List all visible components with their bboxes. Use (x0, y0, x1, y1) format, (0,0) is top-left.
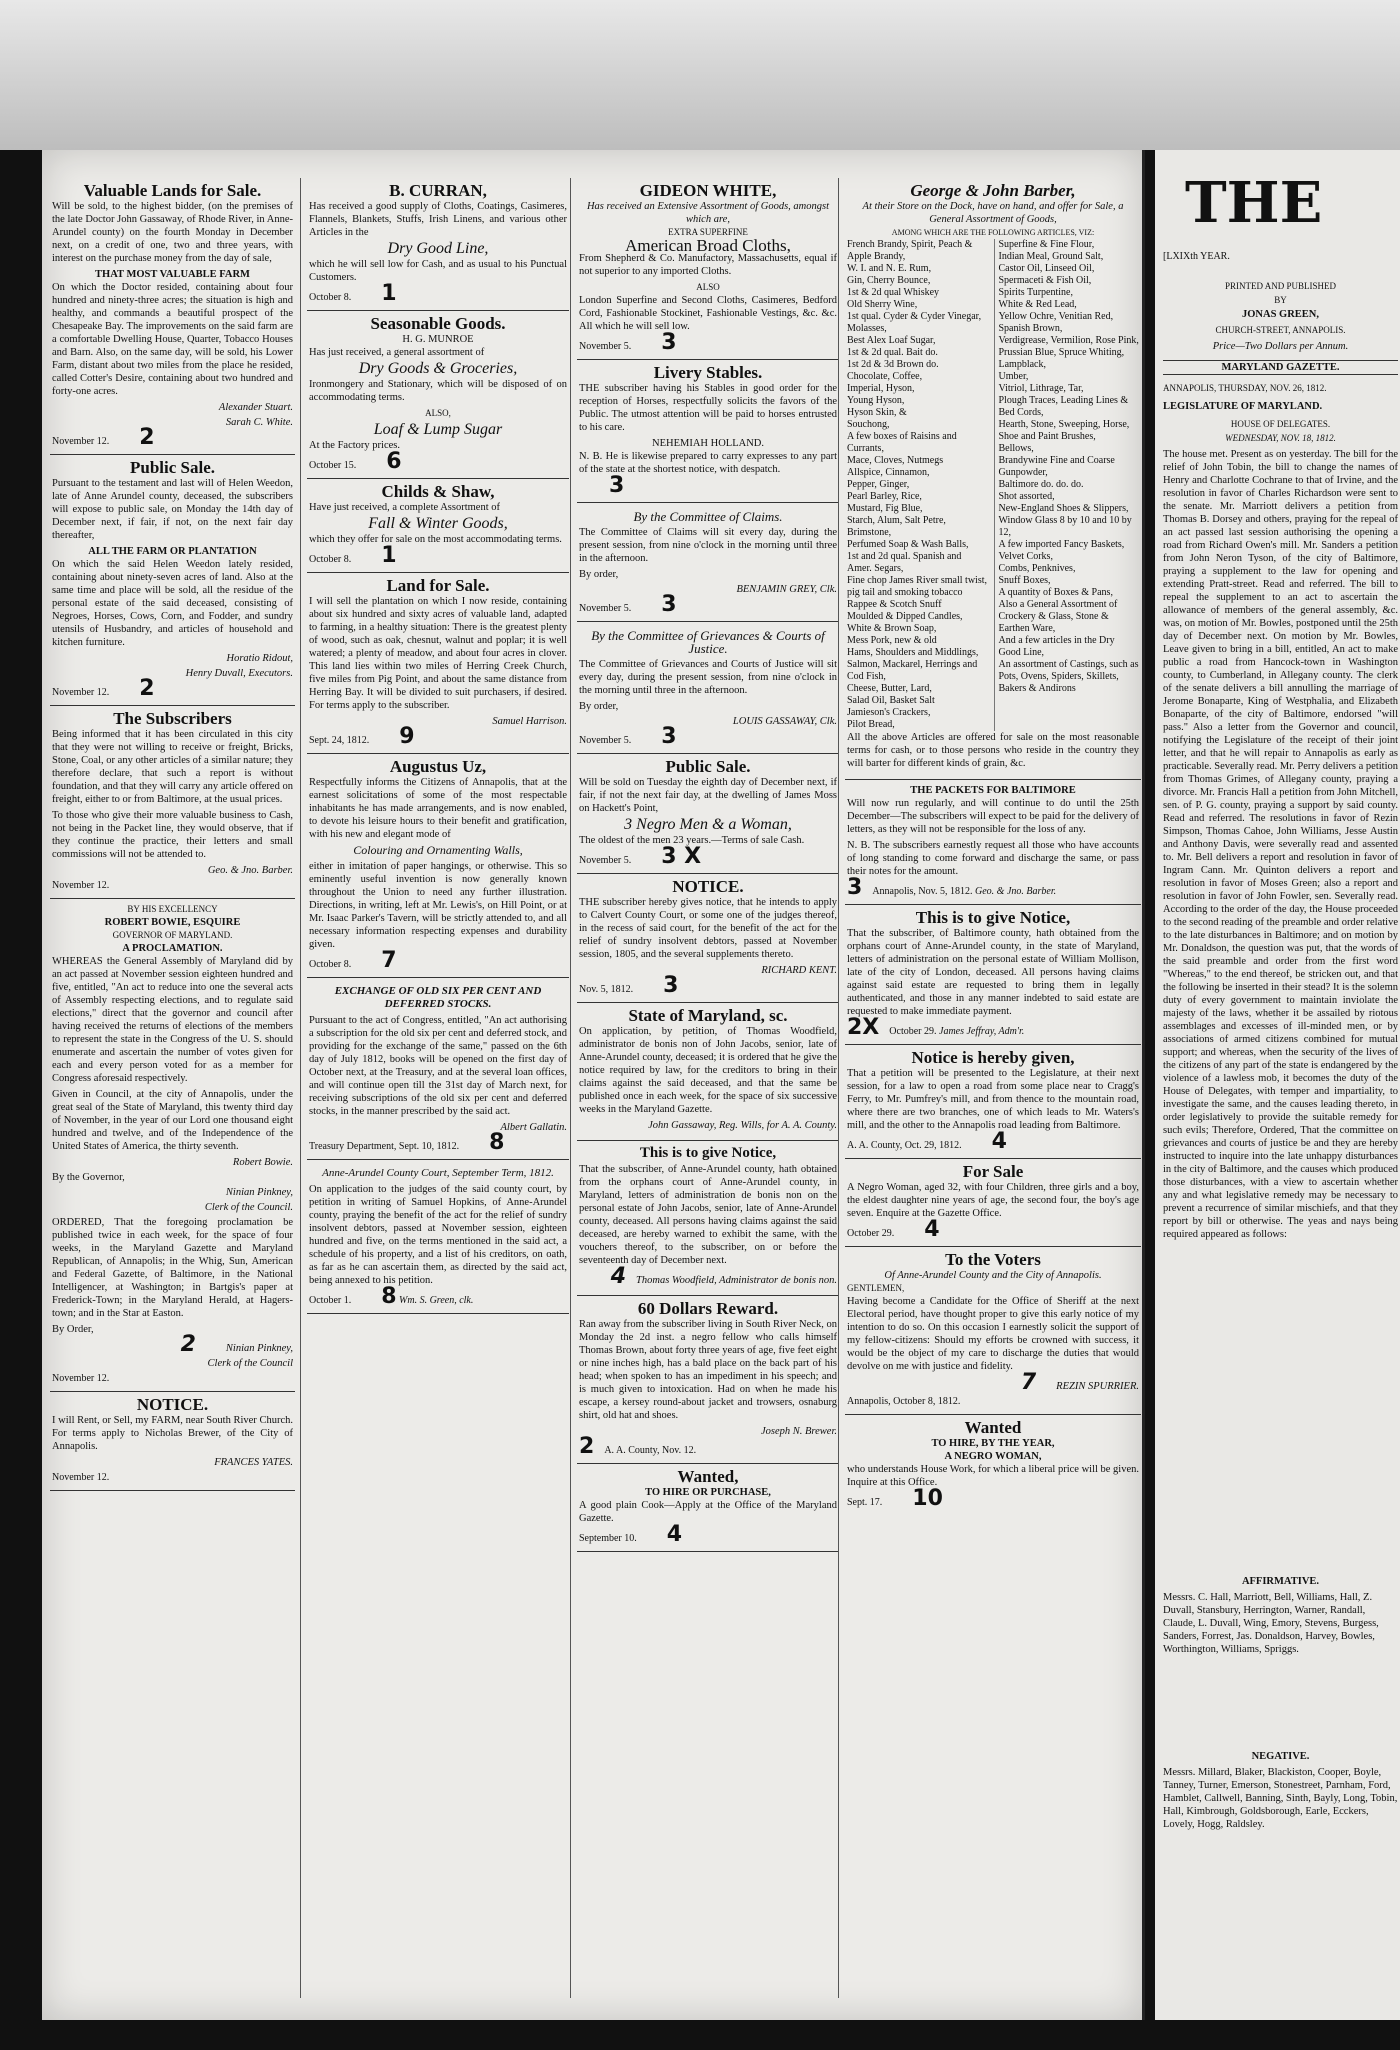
ad-text: Have just received, a complete Assortment of (309, 502, 500, 513)
film-border-bottom (0, 2020, 1400, 2050)
handwritten-mark: 3 (609, 473, 625, 498)
ad-text: That the subscriber, of Baltimore county, hath obtained from the orphans court of Anne-Arundel county, in the state of Maryland, letters of administration on the personal estate of William Mollison, late of the city of London, deceased. All persons having claims against said estate are requested to bring them in legally authenticated, and those in any manner indebted to said estate are requested to make immediate payment. (847, 928, 1139, 1017)
microfilm-header-blur (0, 0, 1400, 150)
ad-subtitle: THAT MOST VALUABLE FARM (95, 269, 250, 280)
ad-notice-kent (577, 874, 839, 1003)
ad-date: November 5. (579, 603, 632, 614)
signature: NEHEMIAH HOLLAND. (652, 438, 764, 449)
ad-subtitle: A PROCLAMATION. (122, 943, 223, 954)
goods-list-item: Old Sherry Wine, (847, 299, 918, 310)
ad-text: Has received a good supply of Cloths, Coatings, Casimeres, Flannels, Blankets, Stuffs, Irish Linens, and various other Articles in the (309, 201, 567, 238)
signature: Ninian Pinkney, (225, 1187, 293, 1198)
by-line: By Order, (52, 1324, 94, 1335)
film-border-left (0, 150, 42, 2020)
ad-title: Anne-Arundel County Court, September Term, 1812. (322, 1167, 554, 1179)
signature: Geo. & Jno. Barber. (975, 886, 1057, 897)
printer-street: CHURCH-STREET, ANNAPOLIS. (1215, 325, 1346, 335)
goods-list-left (847, 239, 988, 731)
ad-childs-shaw (307, 479, 569, 573)
goods-list-item: Plough Traces, Leading Lines & Bed Cords, (998, 395, 1129, 418)
signature: Henry Duvall, (185, 668, 246, 679)
signature: Sarah C. White. (225, 417, 293, 428)
ad-subtitle: TO HIRE, BY THE YEAR, (931, 1438, 1055, 1449)
signature-role: Executors. (248, 668, 293, 679)
ad-public-sale-weedon (50, 455, 295, 706)
ad-date: November 5. (579, 855, 632, 866)
ad-text: which he will sell low for Cash, and as usual to his Punctual Customers. (309, 259, 567, 283)
ad-60-dollars-reward (577, 1296, 839, 1464)
column-1 (50, 178, 295, 1998)
goods-list-item: Spirits Turpentine, (998, 287, 1073, 298)
ad-date: Nov. 5, 1812. (579, 984, 634, 995)
signature: FRANCES YATES. (214, 1457, 293, 1468)
printer-by: BY (1274, 295, 1287, 305)
ad-title: Public Sale. (665, 757, 751, 776)
ad-date: Sept. 24, 1812. (309, 735, 370, 746)
ad-text: THE subscriber hereby gives notice, that he intends to apply to Calvert County Court, or some one of the judges thereof, in the recess of said court, for the benefit of the act for the relief of sundry insolvent debtors, passed at November session, 1805, and the several supplements thereto. (579, 897, 837, 960)
signature: Samuel Harrison. (492, 716, 567, 727)
ad-subtitle: A NEGRO WOMAN, (944, 1451, 1042, 1462)
goods-list-item: Verdigrease, Vermilion, Rose Pink, (998, 335, 1139, 346)
ad-date: November 12. (52, 880, 110, 891)
ad-subtitle: AMONG WHICH ARE THE FOLLOWING ARTICLES, VIZ: (891, 228, 1095, 237)
page-gutter (1145, 150, 1155, 2020)
signature: REZIN SPURRIER. (1056, 1381, 1139, 1392)
ad-text: Pursuant to the act of Congress, entitled, "An act authorising a subscription for the old six per cent and deferred stock, and providing for the exchange of the same," passed on the 6th day of July 1812, books will be opened on the first day of October next, at the Treasury, and at the several loan offices, and will continue open till the 31st day of March next, for receiving subscriptions of the old six per cent and deferred stocks, in the manner prescribed by the said act. (309, 1015, 567, 1117)
ad-exchange-stocks (307, 978, 569, 1160)
negative-names: Messrs. Millard, Blaker, Blackiston, Cooper, Boyle, Tanney, Turner, Emerson, Stonestreet, Parnham, Ford, Hamblet, Callwell, Banning, Sinth, Bayly, Long, Tobin, Hall, Kimbrough, Goldsborough, Earle, Ecckers, Lovely, Hogg, Raldsley. (1163, 1767, 1398, 1830)
signature: RICHARD KENT. (761, 965, 837, 976)
goods-list-item: White & Red Lead, (998, 299, 1077, 310)
handwritten-mark: 10 (912, 1486, 943, 1511)
ad-title: ROBERT BOWIE, ESQUIRE (104, 917, 241, 928)
ad-date: A. A. County, Oct. 29, 1812. (847, 1140, 962, 1151)
goods-list-item: Gin, Cherry Bounce, (847, 275, 931, 286)
signature: Thomas Woodfield, Administrator de bonis non. (636, 1275, 837, 1286)
column-4 (838, 178, 1141, 1998)
handwritten-mark: 3 (661, 592, 677, 617)
ad-title: THE PACKETS FOR BALTIMORE (910, 785, 1076, 796)
ad-text: On application to the judges of the said county court, by petition in writing of Samuel Hopkins, of Anne-Arundel county, praying the benefit of the act for the relief of sundry insolvent debtors, passed at November session, eighteen hundred and five, on the terms mentioned in the said act, a schedule of his property, and a list of his creditors, on oath, as far as he can ascertain them, as directed by the said act, being annexed to his petition. (309, 1184, 567, 1286)
ad-state-of-maryland (577, 1003, 839, 1141)
handwritten-mark: 1 (381, 543, 397, 568)
merchant-name: H. G. MUNROE (402, 334, 474, 345)
ad-date: October 8. (309, 554, 352, 565)
goods-list-item: Snuff Boxes, (998, 575, 1051, 586)
handwritten-mark: 4 (666, 1522, 683, 1547)
goods-list-item: Vitriol, Lithrage, Tar, (998, 383, 1084, 394)
goods-list-item: Also a General Assortment of Crockery & Glass, Stone & Earthen Ware, (998, 599, 1118, 634)
goods-list-item: Imperial, Hyson, (847, 383, 915, 394)
goods-list-item: Bellows, (998, 443, 1034, 454)
ad-title: By the Committee of Grievances & Courts of Justice. (591, 628, 825, 656)
ad-subtitle: Dry Good Line, (387, 240, 489, 257)
goods-list-item: Pepper, Ginger, (847, 479, 910, 490)
ad-for-sale-woman (845, 1159, 1141, 1247)
ad-title: Public Sale. (129, 458, 215, 477)
ad-date: November 12. (52, 436, 110, 447)
affirmative-label: AFFIRMATIVE. (1241, 1576, 1320, 1587)
goods-list-item: Umber, (998, 371, 1029, 382)
signature: Joseph N. Brewer. (760, 1426, 837, 1437)
handwritten-mark: 8 (489, 1130, 505, 1155)
ad-date: Treasury Department, Sept. 10, 1812. (309, 1141, 460, 1152)
ad-date: October 29. (889, 1026, 937, 1037)
goods-list-item: Yellow Ochre, Venitian Red, Spanish Brown, (998, 311, 1114, 334)
goods-list-item: New-England Shoes & Slippers, (998, 503, 1129, 514)
ad-title: Augustus Uz, (389, 757, 487, 776)
ad-committee-grievances (577, 622, 839, 754)
ad-title: EXCHANGE OF OLD SIX PER CENT AND DEFERRED STOCKS. (334, 985, 542, 1010)
column-3 (570, 178, 839, 1998)
goods-list-item: 1st & 2d qual Whiskey (847, 287, 940, 298)
ad-text: The oldest of the men 23 years.—Terms of sale Cash. (579, 835, 805, 846)
handwritten-mark: 7 (1020, 1370, 1037, 1395)
section-title: LEGISLATURE OF MARYLAND. (1163, 401, 1323, 412)
ad-title: Wanted, (677, 1467, 739, 1486)
ad-text: That a petition will be presented to the Legislature, at their next session, for a law to open a road from some place near to Cragg's Ferry, to Mr. Pumfrey's mill, and from thence to the mountain road, where there are two branches, one of which leads to Mr. Waters's mill, and the other to the Annapolis road leading from Baltimore. (847, 1068, 1139, 1131)
also-label: ALSO (696, 282, 720, 292)
goods-list-item: Perfumed Soap & Wash Balls, (847, 539, 969, 550)
signature: Geo. & Jno. Barber. (207, 865, 293, 876)
signature: Alexander Stuart. (218, 402, 293, 413)
ad-augustus-uz (307, 754, 569, 978)
ad-text: The Committee of Grievances and Courts of Justice will sit every day, during the present session, from nine o'clock in the morning until three in the afternoon. (579, 659, 837, 696)
goods-list-item: Mess Pork, new & old (847, 635, 937, 646)
session-day: WEDNESDAY, NOV. 18, 1812. (1225, 433, 1336, 443)
printer-line: PRINTED AND PUBLISHED (1224, 281, 1336, 291)
goods-list-item: And a few articles in the Dry Good Line, (998, 635, 1115, 658)
goods-list-item: Molasses, (847, 323, 887, 334)
ad-title: B. CURRAN, (389, 181, 487, 200)
handwritten-mark: 2 (139, 425, 155, 450)
goods-list-item: Souchong, (847, 419, 890, 430)
ad-text: N. B. The subscribers earnestly request all those who have accounts of long standing to come forward and discharge the same, or pass their notes for the amount. (847, 840, 1139, 877)
signature: LOUIS GASSAWAY, Clk. (732, 716, 837, 727)
signature: Albert Gallatin. (500, 1122, 567, 1133)
ad-text: N. B. He is likewise prepared to carry expresses to any part of the state at the shortest notice, with despatch. (579, 451, 837, 475)
ad-subtitle: Fall & Winter Goods, (368, 515, 508, 532)
ad-date: November 12. (52, 1373, 110, 1384)
ad-valuable-lands (50, 178, 295, 455)
subscription-price: Price—Two Dollars per Annum. (1212, 341, 1349, 352)
goods-list-item: A quantity of Boxes & Pans, (998, 587, 1113, 598)
goods-list-item: Moulded & Dipped Candles, (847, 611, 963, 622)
goods-list-item: Indian Meal, Ground Salt, (998, 251, 1104, 262)
ad-text: Will be sold on Tuesday the eighth day of December next, if fair, if not the next fair day, at the dwelling of James Moss on Hackett's Point, (579, 777, 837, 814)
ad-notice-yates (50, 1392, 295, 1491)
ad-the-subscribers (50, 706, 295, 899)
handwritten-mark: 3 (663, 973, 679, 998)
ad-barber-store (845, 178, 1141, 780)
goods-list-item: Mustard, Fig Blue, (847, 503, 923, 514)
goods-list-item: Hams, Shoulders and Middlings, (847, 647, 979, 658)
signature-role: Clerk of the Council (207, 1358, 293, 1369)
goods-list-item: 1st and 2d qual. Spanish and Amer. Segars, (847, 551, 962, 574)
goods-list-item: Combs, Penknives, (998, 563, 1076, 574)
paper-name: MARYLAND GAZETTE. (1163, 360, 1398, 375)
goods-list-item: Hyson Skin, & (847, 407, 907, 418)
goods-list-item: Allspice, Cinnamon, (847, 467, 930, 478)
ad-packets-baltimore (845, 780, 1141, 905)
goods-list-item: Pilot Bread, (847, 719, 895, 730)
ad-gideon-white (577, 178, 839, 360)
negative-label: NEGATIVE. (1251, 1751, 1310, 1762)
affirmative-names: Messrs. C. Hall, Marriott, Bell, Williams, Hall, Z. Duvall, Stansbury, Herrington, Warner, Randall, Claude, L. Duvall, Wing, Emory, Stevens, Burgess, Sanders, Forrest, Jas. Donaldson, Harvey, Bowles, Worthington, Williams, Spriggs. (1163, 1592, 1379, 1655)
ad-text: either in imitation of paper hangings, or otherwise. This so eminently useful invention is now generally known throughout the Union to need any further illustration. Directions, in writing, left at Mr. Lewis's, on Hill Point, or at Mr. Isaac Parker's Tavern, will be strictly attended to, and all necessary information respecting expenses and durability given. (309, 861, 567, 950)
ad-date: October 29. (847, 1228, 895, 1239)
also-label: ALSO, (425, 408, 451, 418)
ad-date: November 5. (579, 735, 632, 746)
goods-list-item: An assortment of Castings, such as Pots, Ovens, Spiders, Skillets, Bakers & Andirons (998, 659, 1139, 694)
ad-date: October 15. (309, 460, 357, 471)
ad-public-sale-moss (577, 754, 839, 874)
goods-list-item: A few boxes of Raisins and Currants, (847, 431, 957, 454)
ad-text: WHEREAS the General Assembly of Maryland did by an act passed at November session eighteen hundred and five, entitled, "An act to reduce into one the several acts of Assembly respecting elections, and to regulate said elections," direct that the governor and council after having received the returns of elections of the members to represent the state in the Congress of the U. S. should enumerate and ascertain the number of votes given for each and every person voted for as a member for Congress aforesaid respectively. (52, 956, 293, 1084)
goods-list-item: Prussian Blue, Spruce Whiting, Lampblack, (998, 347, 1125, 370)
house-label: HOUSE OF DELEGATES. (1230, 419, 1331, 429)
ad-text: To those who give their more valuable business to Cash, not being in the Packet line, they would observe, that if they continue the practice, their letters and small commissions will not be attended to. (52, 810, 293, 860)
goods-list-right (994, 239, 1140, 731)
ad-date: A. A. County, Nov. 12. (604, 1445, 697, 1456)
ad-text: From Shepherd & Co. Manufactory, Massachusetts, equal if not superior to any imported Cloths. (579, 253, 837, 277)
ad-text: The Committee of Claims will sit every day, during the present session, from nine o'clock in the morning until three in the afternoon. (579, 527, 837, 564)
signature: Ninian Pinkney, (225, 1343, 293, 1354)
ad-title: This is to give Notice, (915, 908, 1071, 927)
newspaper-page-left (42, 150, 1145, 2020)
ad-date: October 8. (309, 292, 352, 303)
by-line: By order, (579, 701, 619, 712)
ad-text: At the Factory prices. (309, 440, 400, 451)
handwritten-mark: 4 (610, 1264, 627, 1289)
handwritten-mark: 3 (661, 330, 677, 355)
ad-title: GIDEON WHITE, (639, 181, 777, 200)
handwritten-mark: 2 (579, 1434, 595, 1459)
ad-date: Sept. 17. (847, 1497, 883, 1508)
printer-name: JONAS GREEN, (1241, 309, 1319, 320)
extra-label: EXTRA SUPERFINE (668, 227, 748, 237)
ad-county-court (307, 1160, 569, 1314)
ad-title: State of Maryland, sc. (628, 1006, 788, 1025)
goods-list-item: White & Brown Soap, (847, 623, 937, 634)
ad-title: 60 Dollars Reward. (637, 1299, 779, 1318)
ad-to-the-voters (845, 1247, 1141, 1415)
goods-list-item: Jamieson's Crackers, (847, 707, 931, 718)
goods-list-item: Velvet Corks, (998, 551, 1053, 562)
goods-list-item: Brandywine Fine and Coarse Gunpowder, (998, 455, 1115, 478)
ad-intro: At their Store on the Dock, have on hand, and offer for Sale, a General Assortment of Goods, (862, 201, 1124, 225)
goods-list-item: Hearth, Stone, Sweeping, Horse, Shoe and Paint Brushes, (998, 419, 1130, 442)
masthead-title: THE (1185, 170, 1323, 236)
ad-text: On application, by petition, of Thomas Woodfield, administrator de bonis non of John Jacobs, senior, late of Anne-Arundel county, deceased; it is ordered that he give the notice required by law, for the creditors to bring in their claims against the said deceased, and that the same be published once in each week, for the space of six successive weeks in the Maryland Gazette. (579, 1026, 837, 1115)
ad-title: By the Committee of Claims. (633, 509, 783, 524)
ad-title: Seasonable Goods. (370, 314, 506, 333)
ad-text: Has just received, a general assortment of (309, 347, 485, 358)
dateline: ANNAPOLIS, THURSDAY, NOV. 26, 1812. (1163, 383, 1327, 393)
ad-text: A Negro Woman, aged 32, with four Children, three girls and a boy, the eldest daughter nine years of age, the second four, the boy's age seven. Enquire at the Gazette Office. (847, 1182, 1139, 1219)
ad-date: November 5. (579, 341, 632, 352)
volume-year: [LXIXth YEAR. (1163, 251, 1230, 262)
handwritten-mark: 8 (381, 1284, 397, 1309)
ad-text: On which the said Helen Weedon lately resided, containing about ninety-seven acres of land. Also at the same time and place will be sold, all the residue of the personal estate of the said deceased, consisting of Negroes, Horses, Cows, Corn, and Fodder, and sundry utensils of Husbandry, and articles of household and kitchen furniture. (52, 559, 293, 648)
goods-list-item: Rappee & Scotch Snuff (847, 599, 942, 610)
goods-list-item: Fine chop James River small twist, pig tail and smoking tobacco (847, 575, 987, 598)
newspaper-page-right (1155, 150, 1400, 2020)
ad-subtitle: GOVERNOR OF MARYLAND. (112, 930, 233, 940)
ad-title: Livery Stables. (653, 363, 763, 382)
ad-livery-stables (577, 360, 839, 503)
column-2 (300, 178, 569, 1998)
ad-text: All the above Articles are offered for sale on the most reasonable terms for cash, or to those persons who reside in the country they will barter for different kinds of grain, &c. (847, 732, 1139, 769)
ad-subtitle: TO HIRE OR PURCHASE, (645, 1487, 771, 1498)
goods-list-item: 1st qual. Cyder & Cyder Vinegar, (847, 311, 982, 322)
ad-title: Wanted (964, 1418, 1022, 1437)
goods-list-item: Salmon, Mackarel, Herrings and Cod Fish, (847, 659, 978, 682)
ad-notice-woodfield (577, 1141, 839, 1296)
goods-list-item: Pearl Barley, Rice, (847, 491, 922, 502)
ad-preheading: BY HIS EXCELLENCY (127, 904, 218, 914)
goods-list-item: Young Hyson, (847, 395, 905, 406)
goods-list-item: Spermaceti & Fish Oil, (998, 275, 1092, 286)
ad-wanted-negro-woman (845, 1415, 1141, 1515)
ad-date: September 10. (579, 1533, 637, 1544)
goods-list-item: Best Alex Loaf Sugar, (847, 335, 936, 346)
legislature-report: The house met. Present as on yesterday. The bill for the relief of John Tobin, the bill to change the names of Henry and Charlotte Cochrane to that of Irvine, and the resolution in favor of Charles Richardson were sent to the senate. Mr. Marriott delivers a petition from Thomas B. Dorsey and others, praying for the repeal of an act passed last session authorising the opening a road from Richard Owen's mill. Mr. Sanders a petition from John Neron Tyson, of the city of Baltimore, praying a supplement to the law for opening and extending Pratt-street. Read and referred. The bill to repeal the supplement to an act to ascertain the allowance of members of the general assembly, &c. was, on motion of Mr. Bowles, postponed until the 25th day of December next. On motion by Mr. Bowles, Leave given to bring in a bill, entitled, An act to make public a road from Hancock-town in Washington county, to Cumberland, in Allegany county. The clerk of the senate delivers a bill annulling the marriage of Jerome Bonaparte, King of Westphalia, and Elizabeth Bonaparte, of the city of Baltimore, endorsed "will pass." Also a letter from the Governor and council, notifying the Legislature of the receipt of their joint letter, and that he will repair to Annapolis as early as practicable. Severally read. Mr. Perry delivers a petition from Thomas Grimes, of Allegany county, praying a divorce. Mr. Francis Hall a petition from John Mitchell, sen. of P. G. county, praying a support by said county. Read and referred. The resolutions in favor of Rezin Simpson, Thomas Cahoe, John Williams, Jesse Austin and Anthony Davis, were severally read and assented to. Mr. Bell delivers a report and resolution in favor of Ingram Cann. Mr. Quinton delivers a report and resolution in favor of Moses Green; also a report and resolution in favor of John Fowler, sen. Severally read. According to the order of the day, the House proceeded to the second reading of the preamble and order relative to the late disturbances in Baltimore; and on motion by Mr. Donaldson, the question was put, that the words of the said preamble and order from the first word "Whereas," to the end thereof, be stricken out, and that the following be inserted in their stead? It is the solemn duty of every government to maintain inviolate the majesty of the laws, whether it be assailed by riotous assemblages and excesses of ill-minded men, or by associations of armed citizens combined for mutual support; and whereas, when the security of the lives of the citizens of any part of the state is endangered by the violence of a lawless mob, it becomes the duty of the House of Delegates, with temper and impartiality, to investigate the same, and the causes leading thereto, in order legislatively to provide the suitable remedy for such evils; Therefore, Ordered, That the committee on grievances and courts of justice be and they are hereby instructed to inquire into the late unhappy disturbances in the city of Baltimore, and the causes which produced those disturbances, with a view to ascertain whether any and what legislative remedy may be necessary to prevent a recurrence of similar mischiefs, and that they report by bill or otherwise. The yeas and nays being required appeared as follows: (1163, 449, 1398, 1240)
goods-list-item: 1st & 2d qual. Bait do. (847, 347, 938, 358)
ad-intro: Has received an Extensive Assortment of Goods, amongst which are, (586, 201, 830, 225)
handwritten-mark: 2X (847, 1015, 880, 1040)
handwritten-mark: 1 (381, 281, 397, 306)
ad-b-curran (307, 178, 569, 311)
ad-date: Annapolis, October 8, 1812. (847, 1396, 961, 1407)
ad-title: Notice is hereby given, (911, 1048, 1075, 1067)
ad-date: November 12. (52, 687, 110, 698)
signature: James Jeffray, Adm'r. (939, 1026, 1025, 1037)
goods-list-item: Mace, Cloves, Nutmegs (847, 455, 944, 466)
ad-text: Ran away from the subscriber living in South River Neck, on Monday the 2d inst. a negro fellow who calls himself Thomas Brown, about forty three years of age, five feet eight or nine inches high, has a bald place on the back part of his head; when spoken to has an impediment in his speech; and is much given to intoxication. Had on when he made his escape, a kersey round-about jacket and trowsers, osnaburg shirt, old hat and shoes. (579, 1319, 837, 1421)
ad-text: ORDERED, That the foregoing proclamation be published twice in each week, for the space of four weeks, in the Maryland Gazette and Maryland Republican, of Annapolis; in the Whig, Sun, American and Federal Gazette, of Baltimore, in the National Intelligencer, at Washington; in Bartgis's paper at Frederick-Town; in the Maryland Herald, at Hagers-town; and in the Star at Easton. (52, 1217, 293, 1319)
ad-title: This is to give Notice, (639, 1145, 777, 1161)
ad-text: Will be sold, to the highest bidder, (on the premises of the late Doctor John Gassaway, of Rhode River, in Anne-Arundel county) on the fourth Monday in December next, on a credit of one, two and three years, with interest on the purchase money from the day of sale, (52, 201, 293, 264)
handwritten-mark: 2 (139, 676, 155, 701)
ad-notice-road (845, 1045, 1141, 1159)
handwritten-mark: 6 (386, 449, 402, 474)
signature: Horatio Ridout, (226, 653, 293, 664)
by-line: By the Governor, (52, 1172, 125, 1183)
ad-text: Ironmongery and Stationary, which will be disposed of on accommodating terms. (309, 379, 567, 403)
ad-subtitle: ALL THE FARM OR PLANTATION (88, 546, 257, 557)
ad-text: Having become a Candidate for the Office of Sheriff at the next Electoral period, have thought proper to give this early notice of my intention to do so. On this occasion I earnestly solicit the support of my fellow-citizens: Should my efforts be crowned with success, it would be the object of my care to discharge the duties that would devolve on me with justice and fidelity. (847, 1296, 1139, 1372)
ad-date: October 8. (309, 959, 352, 970)
ad-date: October 1. (309, 1295, 352, 1306)
by-line: By order, (579, 569, 619, 580)
handwritten-mark: 7 (381, 948, 397, 973)
ad-text: On which the Doctor resided, containing about four hundred and ninety-three acres; the situation is high and healthy, and commands a beautiful prospect of the Chesapeake Bay. The improvements on the said farm are a comfortable Dwelling House, Quarter, Tobacco Houses and Barn. Also, on the same day, will be sold, his Lower Farm, distant about two miles from the place he resided, called Cotter's Desire, containing about two hundred and forty-one acres. (52, 282, 293, 397)
goods-list-item: Starch, Alum, Salt Petre, Brimstone, (847, 515, 946, 538)
handwritten-mark: 4 (991, 1129, 1007, 1154)
handwritten-mark: 4 (924, 1217, 940, 1242)
signature: BENJAMIN GREY, Clk. (736, 584, 837, 595)
ad-subtitle: Of Anne-Arundel County and the City of Annapolis. (884, 1270, 1102, 1281)
ad-date: Annapolis, Nov. 5, 1812. (872, 886, 973, 897)
ad-wanted-cook (577, 1464, 839, 1552)
ad-land-for-sale (307, 573, 569, 754)
signature: John Gassaway, Reg. Wills, for A. A. County. (648, 1120, 837, 1131)
handwritten-mark: 2 (180, 1332, 196, 1357)
ad-text: A good plain Cook—Apply at the Office of the Maryland Gazette. (579, 1500, 837, 1524)
ad-title: Valuable Lands for Sale. (83, 181, 262, 200)
goods-list-item: Castor Oil, Linseed Oil, (998, 263, 1095, 274)
ad-subtitle: Dry Goods & Groceries, (358, 360, 518, 377)
ad-title: NOTICE. (136, 1395, 209, 1414)
signature-role: Clerk of the Council. (204, 1202, 293, 1213)
goods-list-item: Window Glass 8 by 10 and 10 by 12, (998, 515, 1132, 538)
ad-text: Pursuant to the testament and last will of Helen Weedon, late of Anne Arundel county, deceased, the subscribers will expose to public sale, on Monday the 14th day of December next, if fair, if not, on the next fair day thereafter, (52, 478, 293, 541)
ad-subtitle: Colouring and Ornamenting Walls, (353, 843, 523, 857)
ad-seasonable-goods (307, 311, 569, 479)
signature: Wm. S. Green, clk. (399, 1295, 474, 1306)
goods-list-item: French Brandy, Spirit, Peach & Apple Brandy, (847, 239, 973, 262)
ad-text: Respectfully informs the Citizens of Annapolis, that at the earnest solicitations of some of the most respectable inhabitants he has made arrangements, and is now enabled, to devote his leisure hours to their benefit and gratification, with his new and elegant mode of (309, 777, 567, 840)
goods-list-item: Chocolate, Coffee, (847, 371, 923, 382)
ad-text: which they offer for sale on the most accommodating terms. (309, 534, 562, 545)
goods-list-item: Salad Oil, Basket Salt (847, 695, 935, 706)
goods-list-item: Baltimore do. do. do. (998, 479, 1084, 490)
handwritten-mark: 3 (847, 875, 863, 900)
signature: Robert Bowie. (232, 1157, 293, 1168)
handwritten-mark: 3 (661, 724, 677, 749)
ad-text: London Superfine and Second Cloths, Casimeres, Bedford Cord, Fashionable Stockinet, Fashionable Vestings, &c. &c. All which he will sell low. (579, 295, 837, 332)
ad-text: I will Rent, or Sell, my FARM, near South River Church. For terms apply to Nicholas Brewer, of the City of Annapolis. (52, 1415, 293, 1452)
ad-proclamation (50, 899, 295, 1392)
ad-notice-jeffray (845, 905, 1141, 1045)
greeting: GENTLEMEN, (847, 1283, 905, 1293)
ad-title: The Subscribers (113, 709, 232, 728)
goods-list-item: A few imported Fancy Baskets, (998, 539, 1125, 550)
goods-list-item: Superfine & Fine Flour, (998, 239, 1095, 250)
ad-committee-claims (577, 503, 839, 622)
ad-subtitle: Loaf & Lump Sugar (373, 421, 503, 438)
ad-text: Given in Council, at the city of Annapolis, under the great seal of the State of Maryland, this twenty third day of November, in the year of our Lord one thousand eight hundred and twelve, and of the Independence of the United States of America, the thirty seventh. (52, 1089, 293, 1152)
ad-title: For Sale (962, 1162, 1024, 1181)
ad-title: NOTICE. (672, 877, 744, 896)
ad-text: That the subscriber, of Anne-Arundel county, hath obtained from the orphans court of Anne-Arundel county, in Maryland, letters of administration de bonis non on the personal estate of John Jacobs, senior, late of Anne-Arundel county, deceased. All persons having claims against the said deceased, are hereby warned to exhibit the same, with the vouchers thereof, to the subscriber, on or before the seventeenth day of December next. (579, 1164, 837, 1266)
goods-list-item: W. I. and N. E. Rum, (847, 263, 932, 274)
ad-date: November 12. (52, 1472, 110, 1483)
ad-text: Will now run regularly, and will continue to do until the 25th December—The subscribers will expect to be paid for the delivery of letters, as they will not be responsible for the loss of any. (847, 798, 1139, 835)
handwritten-mark: 3 X (661, 844, 702, 869)
goods-list-item: Cheese, Butter, Lard, (847, 683, 932, 694)
ad-text: THE subscriber having his Stables in good order for the reception of Horses, respectfully solicits the favors of the Public. The utmost attention will be paid to horses entrusted to his care. (579, 383, 837, 433)
ad-title: Childs & Shaw, (381, 482, 495, 501)
ad-title: Land for Sale. (386, 576, 490, 595)
ad-text: Being informed that it has been circulated in this city that they were not willing to receive or freight, Bricks, Stone, Coal, or any other articles of a similar nature; they therefore declare, that such a report is without foundation, and that they will carry any article offered on freight, either to or from Baltimore, at the usual prices. (52, 729, 293, 805)
ad-text: who understands House Work, for which a liberal price will be given. Inquire at this Office. (847, 1464, 1140, 1488)
handwritten-mark: 9 (399, 724, 415, 749)
goods-list-item: Shot assorted, (998, 491, 1055, 502)
goods-list-item: 1st 2d & 3d Brown do. (847, 359, 939, 370)
ad-title: To the Voters (945, 1250, 1041, 1269)
ad-subtitle: 3 Negro Men & a Woman, (624, 816, 792, 833)
ad-title: George & John Barber, (910, 181, 1076, 200)
ad-subtitle: American Broad Cloths, (625, 236, 791, 255)
ad-text: I will sell the plantation on which I now reside, containing about six hundred and sixty acres of valuable land, adapted to farming, in a healthy situation: There is the greatest plenty of wood, such as oak, chesnut, walnut and poplar; it is well watered; a plenty of meadow, and about four acres in clover. This land lies within two miles of Herring Creek Church, five miles from Pig Point, and about the same distance from Herring Bay. It will be divided to suit purchasers, if desired. For terms apply to the subscriber. (309, 596, 567, 711)
